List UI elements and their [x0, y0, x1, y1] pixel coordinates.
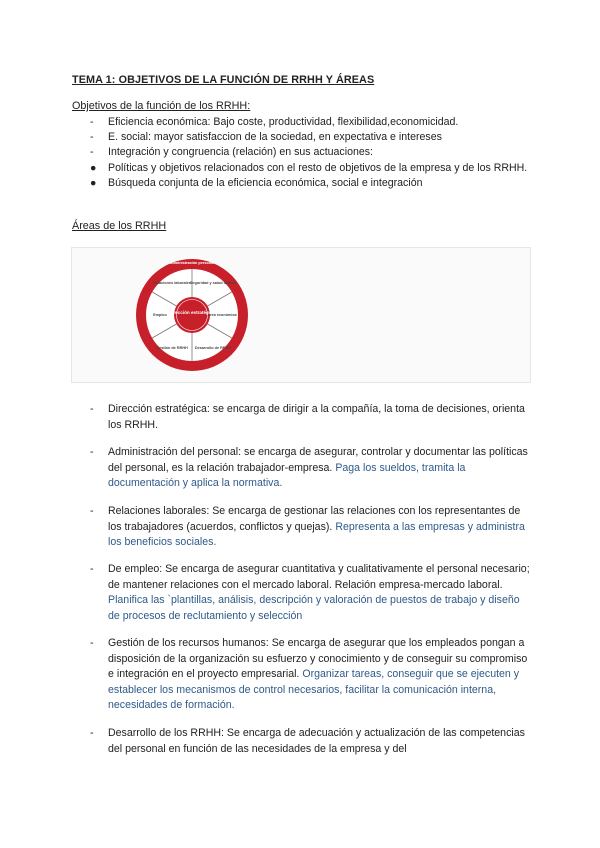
list-item: [72, 130, 532, 145]
segment-label: Desarrollo de RRHH: [194, 346, 232, 350]
area-text: De empleo: Se encarga de asegurar cuantitativa y cualitativamente el personal necesario; de mantener relaciones con el mercado laboral. Relación empresa-mercado laboral.: [108, 563, 530, 591]
list-item: [72, 402, 532, 433]
list-item: [72, 145, 532, 160]
list-item: [72, 504, 532, 551]
list-item: [72, 161, 532, 176]
areas-list-3: [72, 504, 532, 551]
area-text: Dirección estratégica: se encarga de dirigir a la compañía, la toma de decisiones, orienta los RRHH.: [108, 403, 525, 431]
list-item: [72, 562, 532, 624]
area-text: Desarrollo de los RRHH: Se encarga de adecuación y actualización de las competencias del personal en función de las necesidades de la empresa y del: [108, 727, 525, 755]
areas-list-6: [72, 726, 532, 757]
segment-label: Área económica: [207, 313, 237, 317]
area-note: Planifica las `plantillas, análisis, descripción y valoración de puestos de trabajo y diseño de procesos de reclutamiento y selección: [108, 594, 520, 622]
document-title: TEMA 1: OBJETIVOS DE LA FUNCIÓN DE RRHH Y ÁREAS: [72, 74, 375, 86]
list-marker: -: [90, 116, 94, 128]
area-note: Organizar tareas, conseguir que se ejecuten y establecer los mecanismos de control necesarios, facilitar la comunicación interna, necesidades de formación.: [108, 668, 520, 712]
list-marker: ●: [90, 176, 97, 189]
areas-list-2: [72, 445, 532, 492]
area-note: Paga los sueldos, tramita la documentación y aplica la normativa.: [108, 461, 466, 490]
list-marker: ●: [90, 161, 97, 174]
center-label: Dirección estratégica: [168, 310, 216, 315]
list-item-text: Políticas y objetivos relacionados con el resto de objetivos de la empresa y de los RRHH.: [108, 161, 528, 174]
areas-list-4: [72, 562, 532, 624]
list-marker: -: [90, 403, 94, 415]
list-item-text: E. social: mayor satisfaccion de la sociedad, en expectativa e intereses: [108, 131, 442, 144]
list-item: [72, 636, 532, 714]
areas-heading: Áreas de los RRHH: [72, 220, 167, 232]
area-text: Administración del personal: se encarga de asegurar, controlar y documentar las políticas del personal, es la relación trabajador-empresa.: [108, 446, 528, 474]
list-item: [72, 726, 532, 757]
list-item-text: Búsqueda conjunta de la eficiencia económica, social e integración: [108, 176, 423, 189]
rrhh-areas-diagram: [71, 247, 531, 383]
list-marker: -: [90, 446, 94, 458]
list-marker: -: [90, 563, 94, 575]
list-marker: -: [90, 505, 94, 517]
area-text: Relaciones laborales: Se encarga de gestionar las relaciones con los representantes de los trabajadores (acuerdos, conflictos y quejas).: [108, 505, 521, 533]
objetivos-list: [72, 115, 532, 191]
rrhh-wheel-svg: [72, 248, 532, 384]
area-text: Gestión de los recursos humanos: Se encarga de asegurar que los empleados pongan a disposición de la organización su esfuerzo y conocimiento y de conseguir su compromiso e integración en el proyecto empresarial.: [108, 637, 528, 681]
center-circle: [174, 297, 210, 333]
segment-label: Seguridad y salud laboral: [189, 281, 237, 285]
list-item: [72, 115, 532, 130]
list-item-text: Eficiencia económica: Bajo coste, productividad, flexibilidad,economicidad.: [108, 116, 459, 128]
area-note: Representa a las empresas y administra los beneficios sociales.: [108, 520, 525, 549]
list-marker: -: [90, 637, 94, 649]
list-marker: -: [90, 727, 94, 739]
areas-list-1: [72, 402, 532, 433]
list-item-text: Integración y congruencia (relación) en sus actuaciones:: [108, 146, 373, 159]
list-marker: -: [90, 146, 94, 159]
segment-label: Empleo: [153, 313, 167, 317]
objetivos-heading: Objetivos de la función de los RRHH:: [72, 100, 251, 112]
ring-label: Administración personal: [169, 261, 215, 265]
segment-label: Relaciones laborales: [153, 281, 191, 285]
segment-label: Gestión de RRHH: [156, 346, 188, 350]
areas-list-5: [72, 636, 532, 714]
list-item: [72, 445, 532, 492]
list-item: [72, 176, 532, 191]
list-marker: -: [90, 131, 94, 144]
